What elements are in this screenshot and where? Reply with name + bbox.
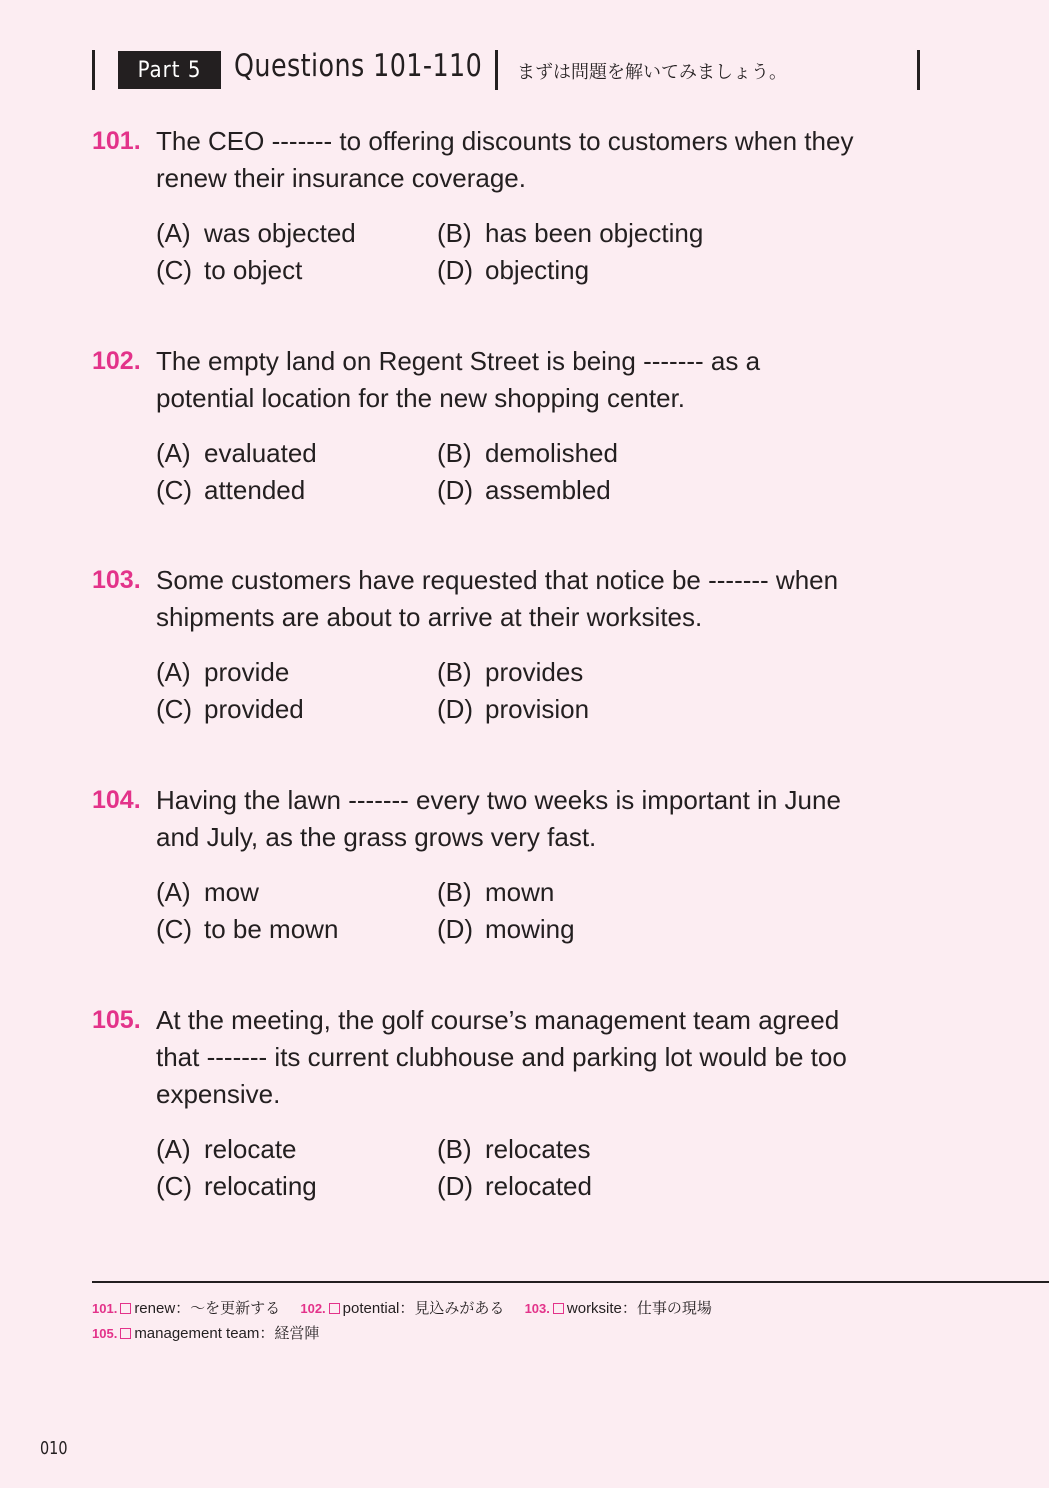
option-letter: (D) [437, 694, 474, 724]
option-letter: (B) [437, 218, 472, 248]
option-a[interactable] [156, 654, 289, 691]
question-number: 103. [92, 566, 141, 594]
option-text: provision [485, 694, 590, 724]
option-d[interactable] [437, 472, 611, 509]
option-letter: (A) [156, 877, 191, 907]
option-c[interactable] [156, 691, 304, 728]
option-text: relocated [485, 1171, 592, 1201]
option-text: mown [485, 877, 555, 907]
vocab-number: 101. [92, 1301, 118, 1316]
option-letter: (A) [156, 1134, 191, 1164]
option-b[interactable] [437, 654, 583, 691]
option-c[interactable] [156, 252, 302, 289]
option-letter: (C) [156, 914, 193, 944]
option-text: relocates [485, 1134, 591, 1164]
question-number: 104. [92, 786, 141, 814]
vocab-meaning: ：仕事の現場 [621, 1300, 712, 1317]
vocab-item [92, 1300, 280, 1317]
option-letter: (C) [156, 1171, 193, 1201]
option-d[interactable] [437, 1168, 592, 1205]
part-label: Part 5 [118, 51, 221, 89]
vocab-term: worksite [566, 1300, 622, 1317]
stem-line: Some customers have requested that notice be ------- when [156, 565, 839, 595]
stem-line: At the meeting, the golf course’s management team agreed [156, 1005, 840, 1035]
vocab-number: 105. [92, 1326, 118, 1341]
option-text: mow [204, 877, 259, 907]
vocab-number: 103. [524, 1301, 550, 1316]
option-letter: (C) [156, 694, 193, 724]
option-text: provides [485, 657, 584, 687]
stem-line: and July, as the grass grows very fast. [156, 822, 597, 852]
footnote-divider [92, 1281, 1049, 1283]
option-letter: (D) [437, 475, 474, 505]
vocab-item [300, 1300, 504, 1317]
option-letter: (A) [156, 218, 191, 248]
option-d[interactable] [437, 911, 575, 948]
option-letter: (D) [437, 255, 474, 285]
option-letter: (C) [156, 255, 193, 285]
option-text: provide [204, 657, 290, 687]
question-stem [156, 1002, 936, 1113]
vocab-term: renew [134, 1300, 176, 1317]
checkbox-icon[interactable] [553, 1303, 564, 1314]
option-d[interactable] [437, 252, 589, 289]
option-a[interactable] [156, 215, 356, 252]
stem-line: Having the lawn ------- every two weeks is important in June [156, 785, 841, 815]
vocabulary-line-1 [92, 1297, 728, 1318]
option-text: mowing [485, 914, 575, 944]
checkbox-icon[interactable] [120, 1303, 131, 1314]
vocab-meaning: ：見込みがある [399, 1300, 505, 1317]
question-stem [156, 782, 936, 856]
header-divider-right [917, 50, 920, 90]
header-divider-left [92, 50, 95, 90]
vocab-item [92, 1325, 319, 1342]
option-text: has been objecting [485, 218, 704, 248]
vocabulary-line-2 [92, 1322, 335, 1343]
option-text: relocate [204, 1134, 297, 1164]
stem-line: The empty land on Regent Street is being ------- as a [156, 346, 761, 376]
option-text: attended [204, 475, 306, 505]
question-number: 105. [92, 1006, 141, 1034]
page-number: 010 [40, 1438, 68, 1459]
option-text: provided [204, 694, 304, 724]
question-stem [156, 562, 936, 636]
option-a[interactable] [156, 874, 259, 911]
option-text: to be mown [204, 914, 339, 944]
vocab-term: potential [342, 1300, 400, 1317]
checkbox-icon[interactable] [120, 1328, 131, 1339]
option-b[interactable] [437, 1131, 591, 1168]
option-letter: (B) [437, 657, 472, 687]
checkbox-icon[interactable] [329, 1303, 340, 1314]
stem-line: potential location for the new shopping center. [156, 383, 686, 413]
vocab-item [525, 1300, 712, 1317]
question-stem [156, 123, 936, 197]
vocab-term: management team [134, 1325, 260, 1342]
option-text: was objected [204, 218, 356, 248]
option-letter: (D) [437, 914, 474, 944]
option-letter: (B) [437, 1134, 472, 1164]
vocab-meaning: ：経営陣 [259, 1325, 320, 1342]
option-text: assembled [485, 475, 611, 505]
option-c[interactable] [156, 911, 338, 948]
option-text: objecting [485, 255, 590, 285]
option-b[interactable] [437, 215, 703, 252]
question-stem [156, 343, 936, 417]
option-letter: (A) [156, 438, 191, 468]
option-text: to object [204, 255, 303, 285]
option-letter: (B) [437, 877, 472, 907]
stem-line: shipments are about to arrive at their worksites. [156, 602, 703, 632]
question-number: 101. [92, 127, 141, 155]
option-b[interactable] [437, 435, 618, 472]
page-header [0, 0, 1049, 110]
option-c[interactable] [156, 472, 305, 509]
stem-line: The CEO ------- to offering discounts to customers when they [156, 126, 854, 156]
stem-line: renew their insurance coverage. [156, 163, 526, 193]
option-c[interactable] [156, 1168, 317, 1205]
option-text: demolished [485, 438, 618, 468]
option-b[interactable] [437, 874, 554, 911]
option-letter: (A) [156, 657, 191, 687]
option-text: relocating [204, 1171, 317, 1201]
option-a[interactable] [156, 1131, 297, 1168]
vocab-number: 102. [300, 1301, 326, 1316]
option-d[interactable] [437, 691, 589, 728]
question-number: 102. [92, 347, 141, 375]
stem-line: that ------- its current clubhouse and parking lot would be too [156, 1042, 847, 1072]
option-text: evaluated [204, 438, 317, 468]
option-letter: (B) [437, 438, 472, 468]
vocab-meaning: ：～を更新する [175, 1300, 281, 1317]
option-letter: (C) [156, 475, 193, 505]
option-a[interactable] [156, 435, 317, 472]
stem-line: expensive. [156, 1079, 281, 1109]
option-letter: (D) [437, 1171, 474, 1201]
section-title: Questions 101-110 [234, 48, 483, 84]
header-divider-mid [495, 50, 498, 90]
instruction-text: まずは問題を解いてみましょう。 [517, 62, 787, 83]
